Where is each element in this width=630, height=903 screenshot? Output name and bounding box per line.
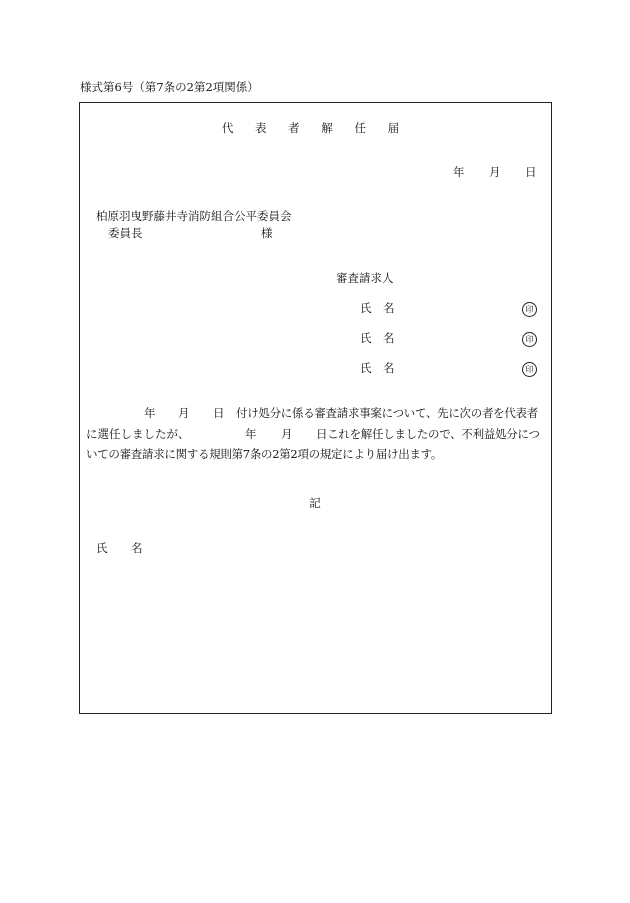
addressee-honorific: 様	[261, 226, 273, 240]
date-day-label: 日	[525, 165, 537, 179]
seal-mark: 印	[522, 302, 537, 317]
statement-line-2-head: に選任しましたが、	[86, 427, 190, 441]
seal-mark: 印	[522, 362, 537, 377]
document-title: 代 表 者 解 任 届	[221, 121, 409, 135]
note-label: 記	[309, 496, 321, 510]
dismissed-name-shi: 氏	[96, 541, 108, 555]
statement-day-label: 日	[213, 406, 225, 420]
statement-line-2: 日これを解任しましたので、不利益処分につ	[316, 427, 540, 441]
name-label-shi: 氏	[360, 331, 372, 345]
statement-month-label: 月	[178, 406, 190, 420]
name-label-mei: 名	[383, 331, 395, 345]
name-label-mei: 名	[383, 301, 395, 315]
date-month-label: 月	[489, 165, 501, 179]
form-number: 様式第6号（第7条の2第2項関係）	[80, 80, 259, 94]
statement-line-1: 付け処分に係る審査請求事案について、先に次の者を代表者	[236, 406, 538, 420]
addressee-chair: 委員長	[108, 226, 143, 240]
name-label-shi: 氏	[360, 301, 372, 315]
statement-year-label: 年	[144, 406, 156, 420]
date-year-label: 年	[453, 165, 465, 179]
dismissed-name-mei: 名	[131, 541, 143, 555]
statement-line-2-year: 年	[245, 427, 257, 441]
requester-label: 審査請求人	[336, 271, 394, 285]
statement-line-2-month: 月	[281, 427, 293, 441]
name-label-shi: 氏	[360, 361, 372, 375]
seal-mark: 印	[522, 332, 537, 347]
name-label-mei: 名	[383, 361, 395, 375]
addressee-organization: 柏原羽曳野藤井寺消防組合公平委員会	[96, 209, 292, 223]
statement-line-3: いての審査請求に関する規則第7条の2第2項の規定により届け出ます。	[86, 447, 443, 461]
